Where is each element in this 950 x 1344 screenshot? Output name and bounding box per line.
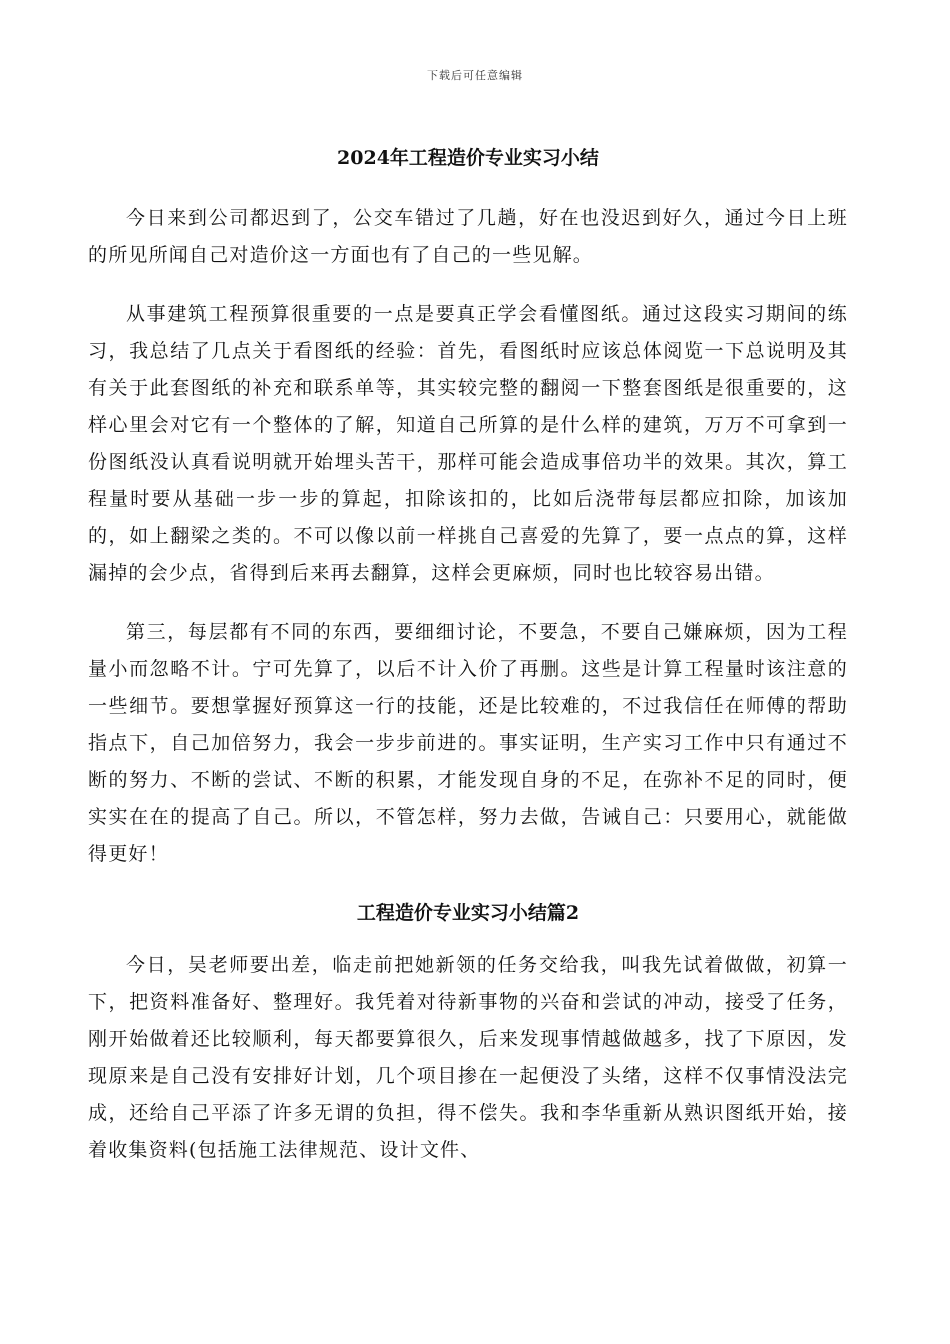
paragraph-3: 第三，每层都有不同的东西，要细细讨论，不要急，不要自己嫌麻烦，因为工程量小而忽略不计。宁可先算了，以后不计入价了再删。这些是计算工程量时该注意的一些细节。要想掌握好预算这一行的技能，还是比较难的，不过我信任在师傅的帮助指点下，自己加倍努力，我会一步步前进的。事实证明，生产实习工作中只有通过不断的努力、不断的尝试、不断的积累，才能发现自身的不足，在弥补不足的同时，便实实在在的提高了自己。所以，不管怎样，努力去做，告诫自己：只要用心，就能做得更好！ bbox=[88, 621, 848, 865]
section-2-paragraph-1: 今日，吴老师要出差，临走前把她新领的任务交给我，叫我先试着做做，初算一下，把资料准备好、整理好。我凭着对待新事物的兴奋和尝试的冲动，接受了任务，刚开始做着还比较顺利，每天都要算很久，后来发现事情越做越多，找了下原因，发现原来是自己没有安排好计划，几个项目掺在一起便没了头绪，这样不仅事情没法完成，还给自己平添了许多无谓的负担，得不偿失。我和李华重新从熟识图纸开始，接着收集资料(包括施工法律规范、设计文件、 bbox=[88, 954, 848, 1161]
paragraph-2: 从事建筑工程预算很重要的一点是要真正学会看懂图纸。通过这段实习期间的练习，我总结了几点关于看图纸的经验：首先，看图纸时应该总体阅览一下总说明及其有关于此套图纸的补充和联系单等，其实较完整的翻阅一下整套图纸是很重要的，这样心里会对它有一个整体的了解，知道自己所算的是什么样的建筑，万万不可拿到一份图纸没认真看说明就开始埋头苦干，那样可能会造成事倍功半的效果。其次，算工程量时要从基础一步一步的算起，扣除该扣的，比如后浇带每层都应扣除，加该加的，如上翻梁之类的。不可以像以前一样挑自己喜爱的先算了，要一点点的算，这样漏掉的会少点，省得到后来再去翻算，这样会更麻烦，同时也比较容易出错。 bbox=[88, 303, 848, 584]
document-title: 2024年工程造价专业实习小结 bbox=[337, 147, 599, 169]
document-body bbox=[88, 140, 848, 1191]
paragraph-1: 今日来到公司都迟到了，公交车错过了几趟，好在也没迟到好久，通过今日上班的所见所闻自己对造价这一方面也有了自己的一些见解。 bbox=[88, 207, 848, 266]
header-note: 下载后可任意编辑 bbox=[427, 69, 523, 82]
section-2-title: 工程造价专业实习小结篇2 bbox=[356, 902, 580, 924]
